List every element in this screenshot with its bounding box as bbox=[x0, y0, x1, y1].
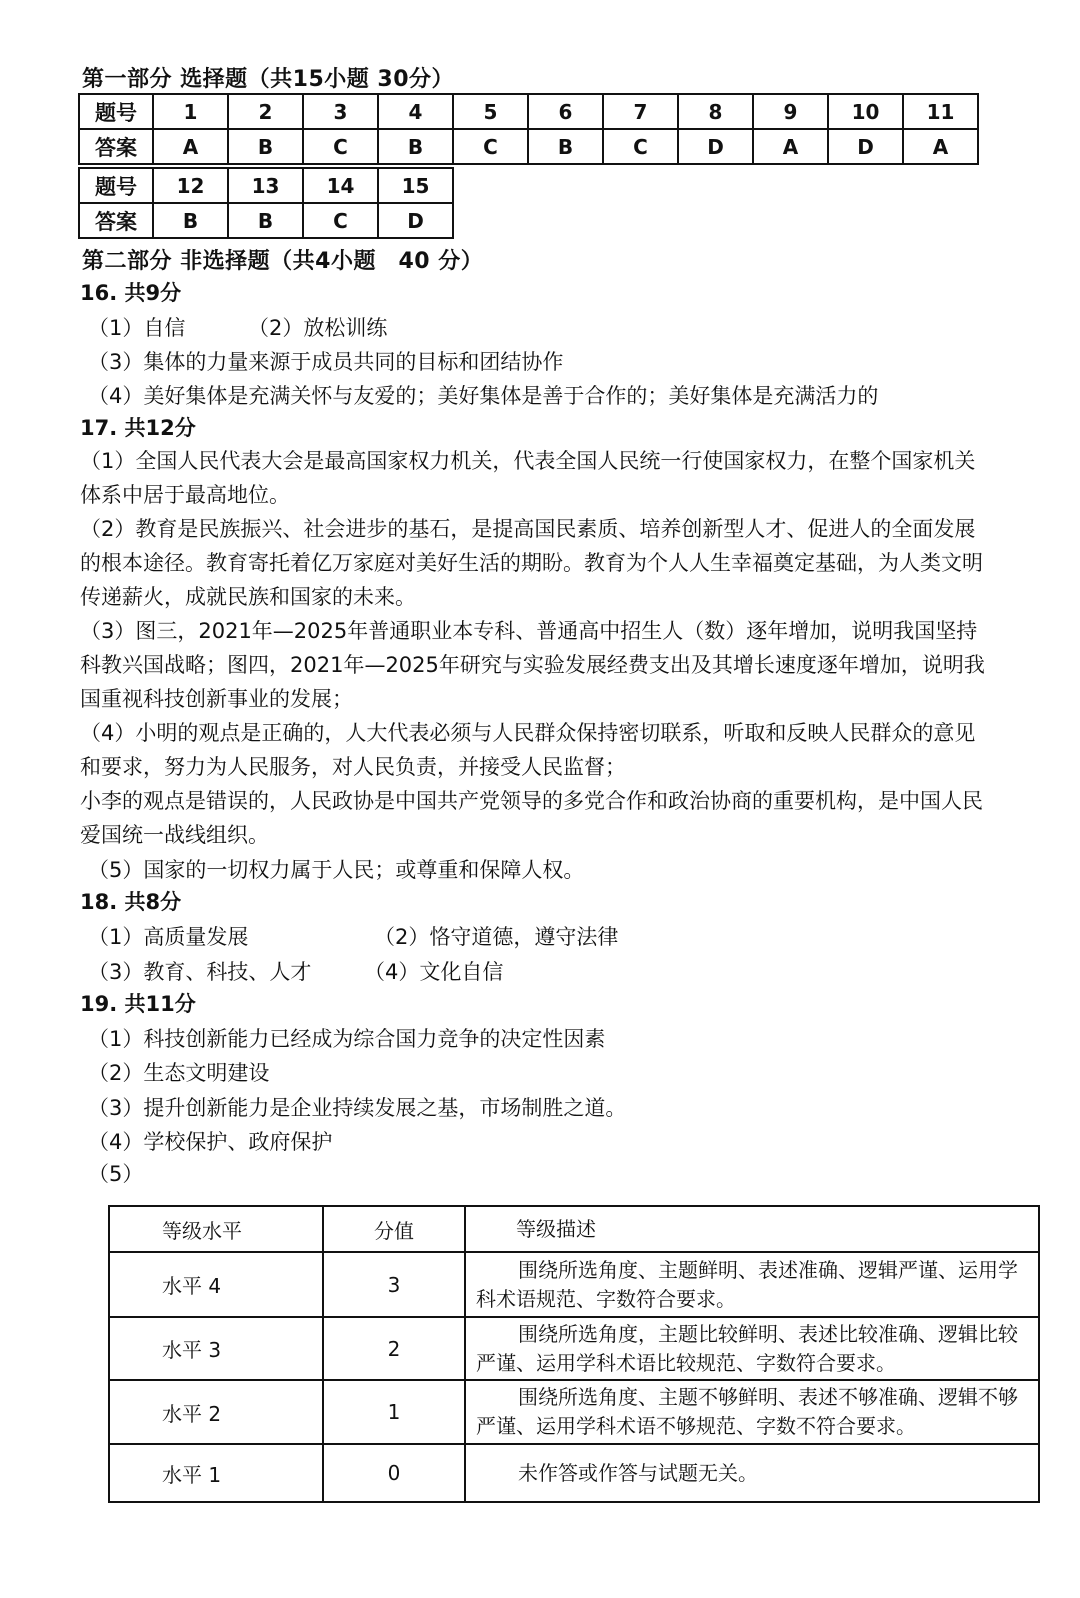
answer-cell: B bbox=[378, 129, 453, 164]
question-number: 15 bbox=[378, 168, 453, 203]
q19-answer-2: （2）生态文明建设 bbox=[88, 1061, 270, 1085]
q19-heading: 19. 共11分 bbox=[80, 992, 196, 1016]
rubric-score: 3 bbox=[323, 1252, 465, 1317]
answer-cell: B bbox=[228, 129, 303, 164]
table-row bbox=[109, 1206, 1039, 1252]
q18-answer-3: （3）教育、科技、人才 bbox=[88, 960, 312, 984]
answer-cell: C bbox=[303, 203, 378, 238]
question-number: 9 bbox=[753, 94, 828, 129]
question-number: 4 bbox=[378, 94, 453, 129]
q17-heading: 17. 共12分 bbox=[80, 416, 196, 440]
question-number: 12 bbox=[153, 168, 228, 203]
q19-answer-5: （5） bbox=[88, 1162, 144, 1186]
rubric-desc: 未作答或作答与试题无关。 bbox=[465, 1444, 1039, 1502]
table-row bbox=[79, 168, 453, 203]
q16-answer-2: （2）放松训练 bbox=[248, 316, 388, 340]
question-number: 6 bbox=[528, 94, 603, 129]
rubric-header-score: 分值 bbox=[323, 1206, 465, 1252]
rubric-desc: 围绕所选角度、主题不够鲜明、表述不够准确、逻辑不够严谨、运用学科术语不够规范、字数不符合要求。 bbox=[465, 1380, 1039, 1444]
question-number: 2 bbox=[228, 94, 303, 129]
rubric-desc: 围绕所选角度，主题比较鲜明、表述比较准确、逻辑比较严谨、运用学科术语比较规范、字数符合要求。 bbox=[465, 1317, 1039, 1380]
q17-answer-2: （2）教育是民族振兴、社会进步的基石，是提高国民素质、培养创新型人才、促进人的全面发展的根本途径。教育寄托着亿万家庭对美好生活的期盼。教育为个人人生幸福奠定基础，为人类文明传递薪火，成就民族和国家的未来。 bbox=[80, 517, 983, 609]
q16-heading: 16. 共9分 bbox=[80, 281, 182, 305]
header-label: 题号 bbox=[79, 94, 153, 129]
q17-answer-5: （5）国家的一切权力属于人民；或尊重和保障人权。 bbox=[88, 858, 585, 882]
q19-answer-3: （3）提升创新能力是企业持续发展之基，市场制胜之道。 bbox=[88, 1096, 627, 1120]
rubric-desc: 围绕所选角度、主题鲜明、表述准确、逻辑严谨、运用学科术语规范、字数符合要求。 bbox=[465, 1252, 1039, 1317]
table-row bbox=[79, 203, 453, 238]
part1-title: 第一部分 选择题（共15小题 30分） bbox=[82, 67, 455, 92]
table-row bbox=[109, 1252, 1039, 1317]
answer-cell: C bbox=[453, 129, 528, 164]
rubric-header-desc: 等级描述 bbox=[465, 1206, 1039, 1252]
table-row bbox=[109, 1317, 1039, 1380]
rubric-score: 1 bbox=[323, 1380, 465, 1444]
q16-answer-3: （3）集体的力量来源于成员共同的目标和团结协作 bbox=[88, 350, 564, 374]
q17-answer-4b: 小李的观点是错误的，人民政协是中国共产党领导的多党合作和政治协商的重要机构，是中国人民爱国统一战线组织。 bbox=[80, 789, 983, 847]
q18-heading: 18. 共8分 bbox=[80, 890, 182, 914]
table-row bbox=[79, 129, 978, 164]
question-number: 7 bbox=[603, 94, 678, 129]
part2-title: 第二部分 非选择题（共4小题 40 分） bbox=[82, 249, 484, 274]
q16-answer-1: （1）自信 bbox=[88, 316, 186, 340]
question-number: 10 bbox=[828, 94, 903, 129]
answer-cell: B bbox=[153, 203, 228, 238]
q18-answer-2: （2）恪守道德，遵守法律 bbox=[374, 925, 619, 949]
rubric-level: 水平 1 bbox=[109, 1444, 323, 1502]
q19-answer-4: （4）学校保护、政府保护 bbox=[88, 1130, 333, 1154]
question-number: 14 bbox=[303, 168, 378, 203]
table-row bbox=[109, 1380, 1039, 1444]
question-number: 11 bbox=[903, 94, 978, 129]
answer-cell: D bbox=[678, 129, 753, 164]
answer-cell: A bbox=[903, 129, 978, 164]
question-number: 3 bbox=[303, 94, 378, 129]
header-label: 题号 bbox=[79, 168, 153, 203]
q19-answer-1: （1）科技创新能力已经成为综合国力竞争的决定性因素 bbox=[88, 1027, 606, 1051]
answer-cell: C bbox=[303, 129, 378, 164]
answer-table-2 bbox=[78, 167, 454, 239]
answer-cell: D bbox=[828, 129, 903, 164]
rubric-header-level: 等级水平 bbox=[109, 1206, 323, 1252]
question-number: 13 bbox=[228, 168, 303, 203]
question-number: 1 bbox=[153, 94, 228, 129]
rubric-score: 0 bbox=[323, 1444, 465, 1502]
answer-label: 答案 bbox=[79, 129, 153, 164]
q17-answer-3: （3）图三，2021年—2025年普通职业本专科、普通高中招生人（数）逐年增加，说明我国坚持科教兴国战略；图四，2021年—2025年研究与实验发展经费支出及其增长速度逐年增加，说明我国重视科技创新事业的发展； bbox=[80, 619, 985, 711]
q18-answer-1: （1）高质量发展 bbox=[88, 925, 249, 949]
table-row bbox=[109, 1444, 1039, 1502]
answer-cell: C bbox=[603, 129, 678, 164]
question-number: 8 bbox=[678, 94, 753, 129]
rubric-score: 2 bbox=[323, 1317, 465, 1380]
rubric-level: 水平 2 bbox=[109, 1380, 323, 1444]
rubric-level: 水平 4 bbox=[109, 1252, 323, 1317]
answer-cell: D bbox=[378, 203, 453, 238]
answer-cell: A bbox=[153, 129, 228, 164]
q17-answer-4: （4）小明的观点是正确的，人大代表必须与人民群众保持密切联系，听取和反映人民群众的意见和要求，努力为人民服务，对人民负责，并接受人民监督； bbox=[80, 721, 976, 779]
answer-cell: B bbox=[528, 129, 603, 164]
q17-answer-1: （1）全国人民代表大会是最高国家权力机关，代表全国人民统一行使国家权力，在整个国家机关体系中居于最高地位。 bbox=[80, 449, 976, 507]
answer-label: 答案 bbox=[79, 203, 153, 238]
answer-cell: A bbox=[753, 129, 828, 164]
rubric-level: 水平 3 bbox=[109, 1317, 323, 1380]
table-row bbox=[79, 94, 978, 129]
answer-cell: B bbox=[228, 203, 303, 238]
rubric-table bbox=[108, 1205, 1040, 1503]
q16-answer-4: （4）美好集体是充满关怀与友爱的；美好集体是善于合作的；美好集体是充满活力的 bbox=[88, 384, 879, 408]
q18-answer-4: （4）文化自信 bbox=[364, 960, 504, 984]
answer-table-1 bbox=[78, 93, 979, 165]
question-number: 5 bbox=[453, 94, 528, 129]
